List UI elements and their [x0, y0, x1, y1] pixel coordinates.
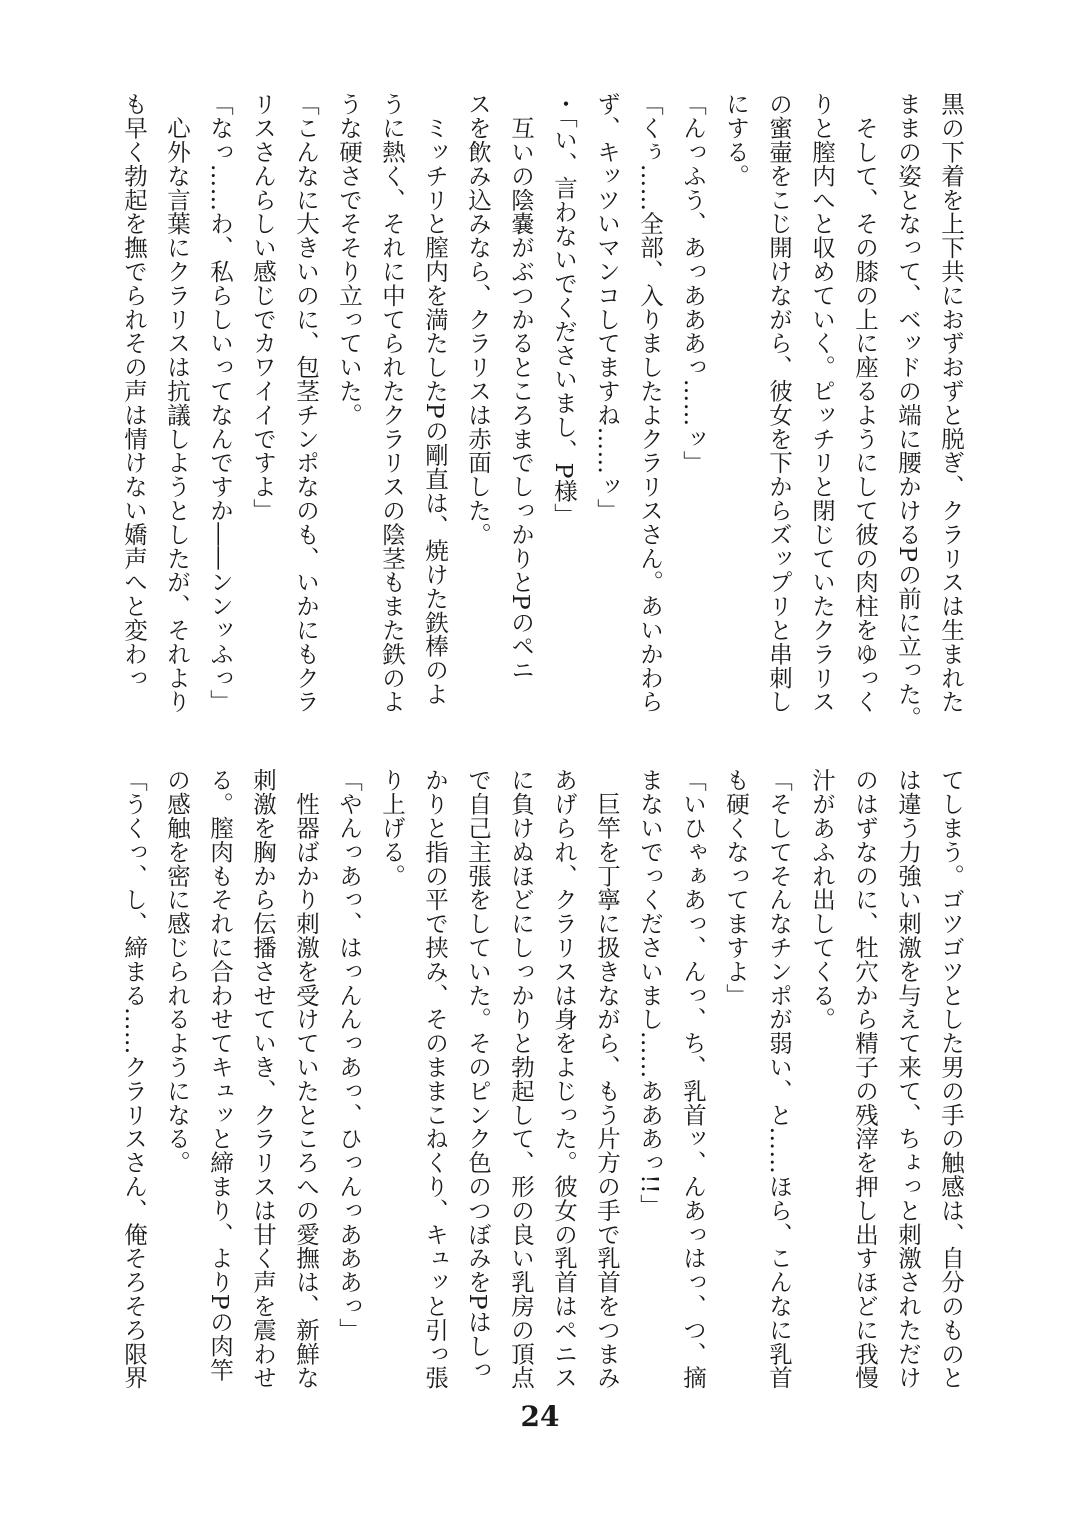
text-column: ず、キッツいマンコしてますね……ッ」: [593, 92, 621, 523]
text-column: 性器ばかり刺激を受けていたところへの愛撫は、新鮮な: [292, 768, 320, 1390]
text-column: の蜜壷をこじ開けながら、彼女を下からズップリと串刺し: [765, 92, 793, 714]
text-column: うに熱く、それに中てられたクラリスの陰茎もまた鉄のよ: [378, 92, 406, 714]
text-column: 「うくっ、し、締まる……クラリスさん、俺そろそろ限界: [120, 768, 148, 1390]
text-column: 巨竿を丁寧に扱きながら、もう片方の手で乳首をつまみ: [593, 768, 621, 1390]
text-column: そして、その膝の上に座るようにして彼の肉柱をゆっく: [851, 92, 879, 714]
text-column: りと膣内へと収めていく。ピッチリと閉じていたクラリス: [808, 92, 836, 714]
text-column: うな硬さでそそり立っていた。: [335, 92, 363, 427]
text-column: ままの姿となって、ベッドの端に腰かけるPの前に立った。: [894, 92, 922, 730]
text-column: 「こんなに大きいのに、包茎チンポなのも、いかにもクラ: [292, 92, 320, 714]
text-column: 黒の下着を上下共におずおずと脱ぎ、クラリスは生まれた: [937, 92, 965, 714]
text-column: 刺激を胸から伝播させていき、クラリスは甘く声を震わせ: [249, 768, 277, 1390]
text-column: あげられ、クラリスは身をよじった。彼女の乳首はペニス: [550, 768, 578, 1390]
text-column: 互いの陰嚢がぶつかるところまでしっかりとPのペニ: [507, 92, 535, 682]
text-column: に負けぬほどにしっかりと勃起して、形の良い乳房の頂点: [507, 768, 535, 1390]
text-column: り上げる。: [378, 768, 406, 888]
text-column: 「なっ……わ、私らしいってなんですか――ンンッふっ」: [206, 92, 234, 714]
text-column: てしまう。ゴツゴツとした男の手の触感は、自分のものと: [937, 768, 965, 1390]
text-column: まないでっくださいまし……あああっ!!」: [636, 768, 664, 1218]
page-number: 24: [520, 1400, 560, 1433]
text-column: 「くぅ……全部、入りましたよクラリスさん。あいかわら: [636, 92, 664, 714]
upper-text-block: [112, 92, 972, 732]
text-column: も早く勃起を撫でられその声は情けない嬌声へと変わっ: [120, 92, 148, 690]
text-column: 「いひゃぁあっ、んっ、ち、乳首ッ、んあっはっ、つ、摘: [679, 768, 707, 1390]
text-column: ・「い、言わないでくださいまし、P様」: [550, 92, 578, 527]
text-column: も硬くなってますよ」: [722, 768, 750, 1007]
text-column: は違う力強い刺激を与えて来て、ちょっと刺激されただけ: [894, 768, 922, 1390]
text-column: リスさんらしい感じでカワイイですよ」: [249, 92, 277, 523]
text-column: 「そしてそんなチンポが弱い、と……ほら、こんなに乳首: [765, 768, 793, 1390]
lower-text-block: [112, 768, 972, 1408]
text-column: 汁があふれ出してくる。: [808, 768, 836, 1031]
text-column: にする。: [722, 92, 750, 188]
text-column: の感触を密に感じられるようになる。: [163, 768, 191, 1175]
text-column: かりと指の平で挟み、そのままこねくり、キュッと引っ張: [421, 768, 449, 1390]
text-column: 「やんっあっ、はっんんっあっ、ひっんっあああっ」: [335, 768, 363, 1342]
text-column: ミッチリと膣内を満たしたPの剛直は、焼けた鉄棒のよ: [421, 92, 449, 706]
text-column: る。膣肉もそれに合わせてキュッと締まり、よりPの肉竿: [206, 768, 234, 1382]
text-column: で自己主張をしていた。そのピンク色のつぼみをPはしっ: [464, 768, 492, 1382]
text-column: 心外な言葉にクラリスは抗議しようとしたが、それより: [163, 92, 191, 714]
text-column: 「んっふう、あっあああっ……ッ」: [679, 92, 707, 475]
text-column: のはずなのに、牡穴から精子の残滓を押し出すほどに我慢: [851, 768, 879, 1390]
text-column: スを飲み込みなら、クラリスは赤面した。: [464, 92, 492, 547]
